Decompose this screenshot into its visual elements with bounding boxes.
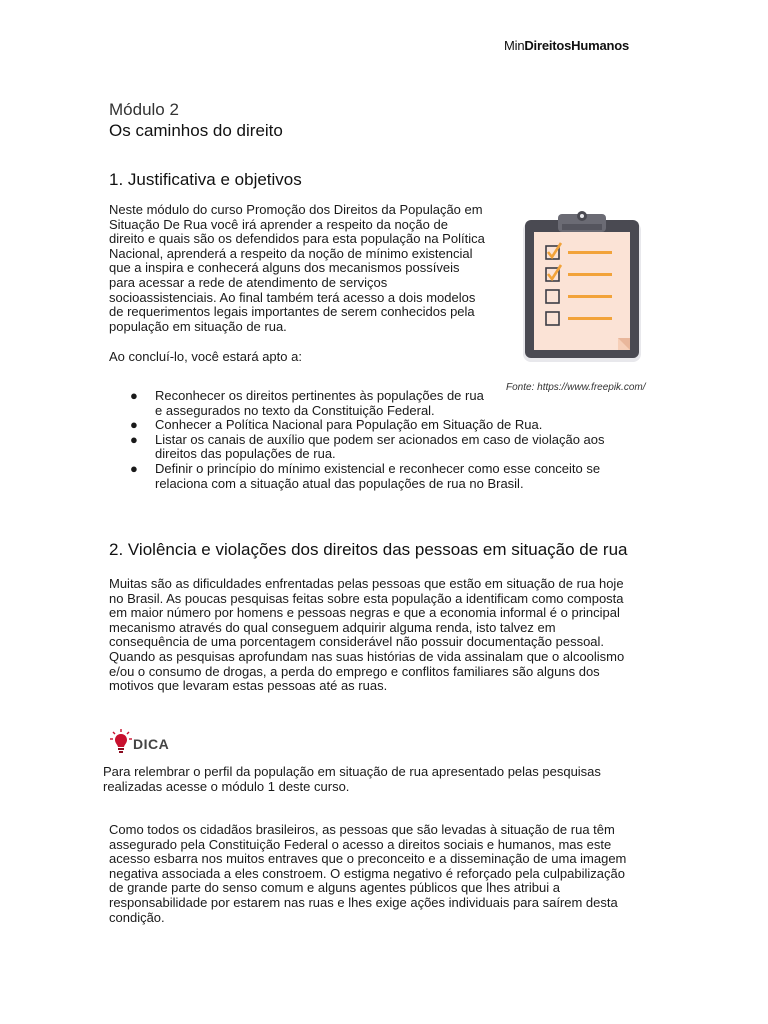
list-item-line: rua e assegurados no texto da Constituição Federal. bbox=[155, 388, 484, 418]
list-item bbox=[109, 433, 639, 462]
paragraph-line: mecanismo através do qual conseguem adquirir alguma renda, isto talvez em bbox=[109, 619, 556, 635]
bullet-dot-icon: ● bbox=[130, 431, 138, 447]
list-item-line: Conhecer a Política Nacional para População em Situação de Rua. bbox=[155, 417, 543, 433]
list-item-line: Listar os canais de auxílio que podem ser acionados em caso de violação aos bbox=[155, 431, 605, 447]
list-item-line: Definir o princípio do mínimo existencial e reconhecer como esse conceito se bbox=[155, 460, 601, 476]
module-title: Os caminhos do direito bbox=[109, 121, 283, 140]
paragraph-line: assegurado pela Constituição Federal o acesso a direitos sociais e humanos, mas este bbox=[109, 836, 612, 852]
lightbulb-icon bbox=[109, 728, 133, 754]
list-item-line: relaciona com a situação atual das populações de rua no Brasil. bbox=[155, 475, 524, 491]
paragraph-line: responsabilidade por estarem nas ruas e lhes exige ações individuais para saírem desta bbox=[109, 894, 618, 910]
tip-text bbox=[103, 765, 663, 794]
paragraph-line: em maior número por homens e pessoas negras e que a economia informal é o principal bbox=[109, 605, 620, 621]
paragraph-line: direito e quais são os defendidos para esta população na Política bbox=[109, 231, 485, 247]
paragraph-line: Quando as pesquisas aprofundam nas suas histórias de vida assinalam que o alcoolismo bbox=[109, 648, 625, 664]
bullet-dot-icon: ● bbox=[130, 460, 138, 476]
list-item-line: Reconhecer os direitos pertinentes às populações de bbox=[155, 388, 462, 403]
paragraph-line: de requerimentos legais importantes de serem conhecidos pela bbox=[109, 304, 475, 320]
paragraph-line: Neste módulo do curso Promoção dos Direitos da População em bbox=[109, 202, 483, 217]
paragraph-line: negativa associada a eles constroem. O estigma negativo é reforçado pela culpabilização bbox=[109, 865, 625, 881]
module-number: Módulo 2 bbox=[109, 100, 179, 119]
paragraph-line: Situação De Rua você irá aprender a respeito da noção de bbox=[109, 216, 448, 232]
section2-paragraph bbox=[109, 577, 654, 694]
paragraph-line: condição. bbox=[109, 909, 165, 925]
section1-heading: 1. Justificativa e objetivos bbox=[109, 170, 302, 189]
list-item bbox=[109, 418, 639, 433]
objectives-list bbox=[109, 389, 639, 491]
section1-paragraph bbox=[109, 203, 509, 334]
list-item-line: direitos das populações de rua. bbox=[155, 446, 336, 462]
bullet-dot-icon: ● bbox=[130, 417, 138, 433]
paragraph-line: e/ou o consumo de drogas, a perda do emprego e conflitos familiares são alguns dos bbox=[109, 663, 600, 679]
paragraph-line: que a inspira e conhecerá alguns dos mecanismos possíveis bbox=[109, 260, 460, 276]
paragraph-line: Como todos os cidadãos brasileiros, as pessoas que são levadas à situação de rua têm bbox=[109, 822, 615, 837]
paragraph-line: Para relembrar o perfil da população em situação de rua apresentado pelas pesquisas bbox=[103, 764, 601, 779]
tip-badge bbox=[109, 728, 170, 759]
list-item bbox=[109, 462, 639, 491]
paragraph-line: realizadas acesse o módulo 1 deste curso. bbox=[103, 778, 350, 794]
paragraph-line: no Brasil. As poucas pesquisas feitas sobre esta população a identificam como composta bbox=[109, 590, 624, 606]
paragraph-line: consequência de uma porcentagem considerável não possuir documentação pessoal. bbox=[109, 634, 605, 650]
tip-label: DICA bbox=[133, 736, 170, 752]
clipboard-checklist-icon bbox=[520, 208, 644, 371]
paragraph-line: motivos que levaram estas pessoas até as ruas. bbox=[109, 678, 388, 694]
paragraph-line: socioassistenciais. Ao final também terá acesso a dois modelos bbox=[109, 289, 476, 305]
paragraph-line: de grande parte do senso comum e alguns agentes públicos que lhes atribui a bbox=[109, 880, 560, 896]
image-caption: Fonte: https://www.freepik.com/ bbox=[506, 382, 646, 393]
logo-prefix: Min bbox=[504, 38, 525, 53]
section2-heading: 2. Violência e violações dos direitos das pessoas em situação de rua bbox=[109, 540, 628, 559]
paragraph-line: para acessar a rede de atendimento de serviços bbox=[109, 274, 388, 290]
paragraph-line: Nacional, aprenderá a respeito da noção de mínimo existencial bbox=[109, 245, 473, 261]
ministry-logo bbox=[504, 38, 629, 53]
paragraph-line: população em situação de rua. bbox=[109, 318, 287, 334]
section2-paragraph-2 bbox=[109, 823, 654, 925]
list-item bbox=[109, 389, 639, 418]
paragraph-line: Muitas são as dificuldades enfrentadas pelas pessoas que estão em situação de rua hoje bbox=[109, 576, 624, 591]
objectives-intro: Ao concluí-lo, você estará apto a: bbox=[109, 349, 302, 364]
bullet-dot-icon: ● bbox=[130, 388, 138, 403]
logo-main: DireitosHumanos bbox=[524, 38, 629, 53]
paragraph-line: acesso esbarra nos muitos entraves que o preconceito e a disseminação de uma imagem bbox=[109, 851, 627, 867]
